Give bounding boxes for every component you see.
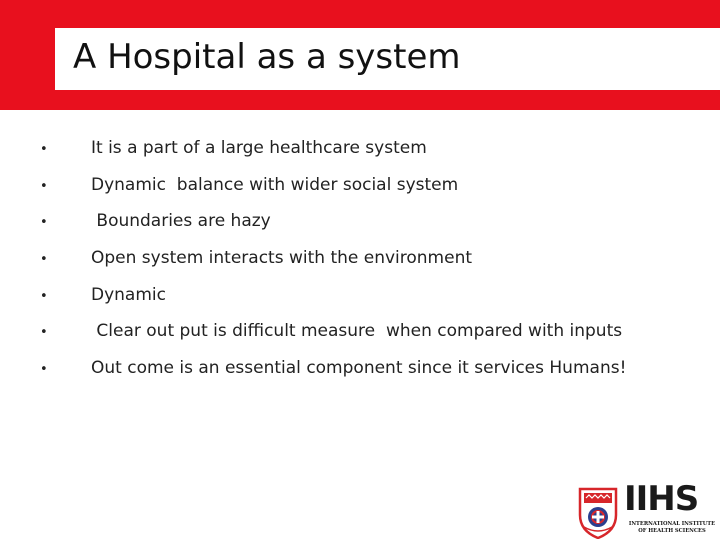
logo-subtitle bbox=[626, 521, 718, 535]
logo-letters: IIHS bbox=[624, 479, 699, 519]
bullet-icon: • bbox=[40, 142, 48, 157]
bullet-text: Dynamic bbox=[91, 285, 166, 305]
bullet-item bbox=[0, 283, 720, 313]
bullet-icon: • bbox=[40, 215, 48, 230]
bullet-icon: • bbox=[40, 362, 48, 377]
bullet-text: Out come is an essential component since it services Humans! bbox=[91, 358, 627, 378]
bullet-icon: • bbox=[40, 325, 48, 340]
bullet-item bbox=[0, 173, 720, 203]
logo-subtitle-line: OF HEALTH SCIENCES bbox=[638, 528, 706, 534]
bullet-icon: • bbox=[40, 179, 48, 194]
iihs-logo bbox=[576, 479, 718, 539]
bullet-text: Dynamic balance with wider social system bbox=[91, 175, 459, 195]
bullet-icon: • bbox=[40, 289, 48, 304]
shield-emblem-icon bbox=[576, 483, 620, 539]
bullet-text: Open system interacts with the environment bbox=[91, 248, 473, 268]
bullet-item bbox=[0, 136, 720, 166]
bullet-text: Clear out put is difficult measure when compared with inputs bbox=[91, 321, 623, 341]
bullet-item bbox=[0, 319, 720, 349]
bullet-item bbox=[0, 209, 720, 239]
bullet-icon: • bbox=[40, 252, 48, 267]
bullet-item bbox=[0, 246, 720, 276]
bullet-item bbox=[0, 356, 720, 386]
bullet-text: Boundaries are hazy bbox=[91, 211, 271, 231]
bullet-text: It is a part of a large healthcare system bbox=[91, 138, 427, 158]
slide-title: A Hospital as a system bbox=[73, 37, 461, 77]
logo-subtitle-line: INTERNATIONAL INSTITUTE bbox=[628, 521, 716, 527]
